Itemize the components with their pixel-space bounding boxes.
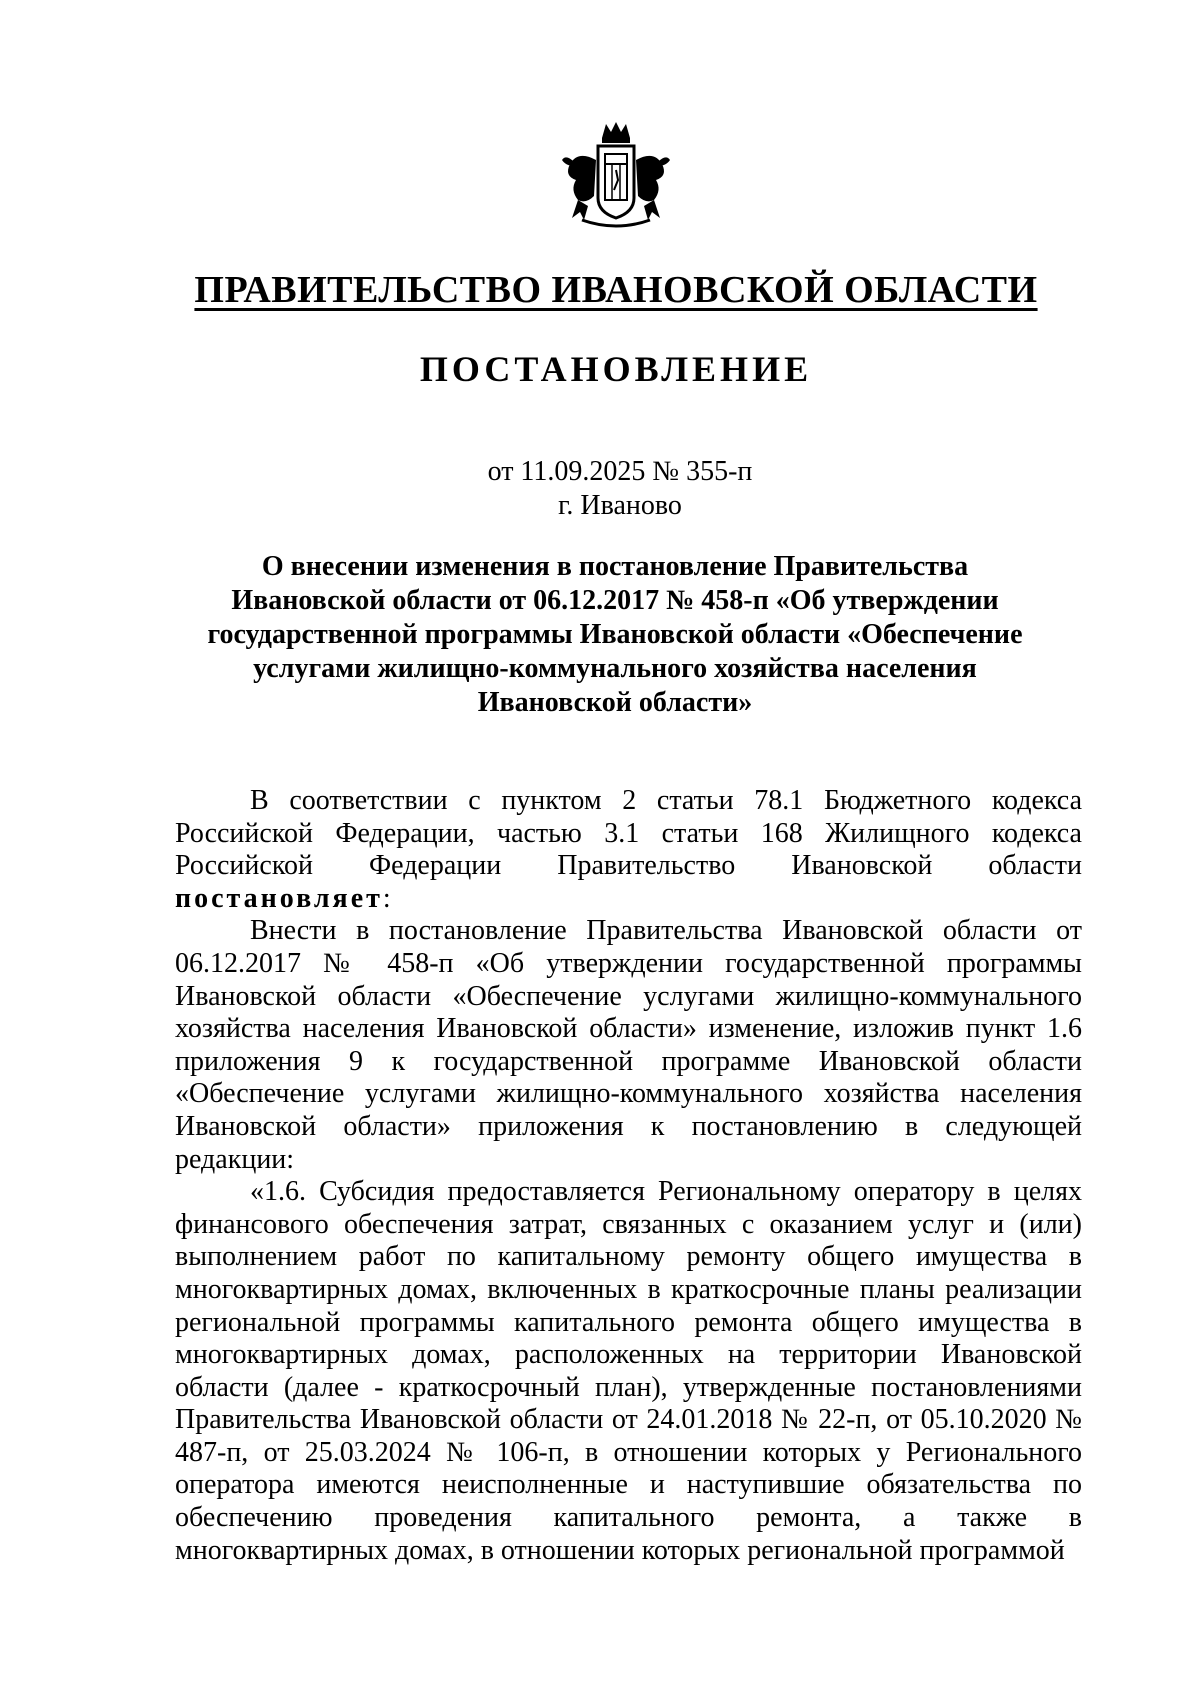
subject-line: Ивановской области от 06.12.2017 № 458-п «Об утверждении	[231, 585, 999, 616]
organization-title	[0, 268, 1200, 312]
resolves-word: постановляет	[175, 882, 383, 914]
paragraph-amendment: Внести в постановление Правительства Ивановской области от 06.12.2017 № 458-п «Об утверждении государственной программы Ивановской области «Обеспечение услугами жилищно-коммунального хозяйства населения Ивановской области» изменение, изложив пункт 1.6 приложения 9 к государственной программе Ивановской области «Обеспечение услугами жилищно-коммунального хозяйства населения Ивановской области» приложения к постановлению в следующей редакции:	[175, 915, 1082, 1175]
date-number: от 11.09.2025 № 355-п	[487, 456, 753, 487]
coat-of-arms-icon	[556, 120, 676, 232]
subject-line: О внесении изменения в постановление Правительства	[261, 551, 969, 582]
subject-line: Ивановской области»	[477, 687, 753, 718]
subject-line: государственной программы Ивановской области «Обеспечение	[207, 619, 1023, 650]
city: г. Иваново	[558, 490, 682, 521]
document-type: ПОСТАНОВЛЕНИЕ	[419, 349, 813, 389]
preamble-colon: :	[382, 882, 391, 914]
organization-title-text: ПРАВИТЕЛЬСТВО ИВАНОВСКОЙ ОБЛАСТИ	[194, 269, 1038, 311]
document-meta	[0, 455, 1200, 523]
preamble-text: В соответствии с пунктом 2 статьи 78.1 Бюджетного кодекса Российской Федерации, частью 3.1 статьи 168 Жилищного кодекса Российской Федерации Правительство Ивановской области	[175, 785, 1082, 882]
paragraph-preamble	[175, 785, 1082, 915]
paragraph-clause-1-6: «1.6. Субсидия предоставляется Региональному оператору в целях финансового обеспечения затрат, связанных с оказанием услуг и (или) выполнением работ по капитальному ремонту общего имущества в многоквартирных домах, включенных в краткосрочные планы реализации региональной программы капитального ремонта общего имущества в многоквартирных домах, расположенных на территории Ивановской области (далее - краткосрочный план), утвержденные постановлениями Правительства Ивановской области от 24.01.2018 № 22-п, от 05.10.2020 № 487-п, от 25.03.2024 № 106-п, в отношении которых у Регионального оператора имеются неисполненные и наступившие обязательства по обеспечению проведения капитального ремонта, а также в многоквартирных домах, в отношении которых региональной программой	[175, 1176, 1082, 1566]
document-body	[175, 785, 1082, 1567]
document-subject	[175, 550, 1055, 720]
subject-line: услугами жилищно-коммунального хозяйства населения	[253, 653, 977, 684]
